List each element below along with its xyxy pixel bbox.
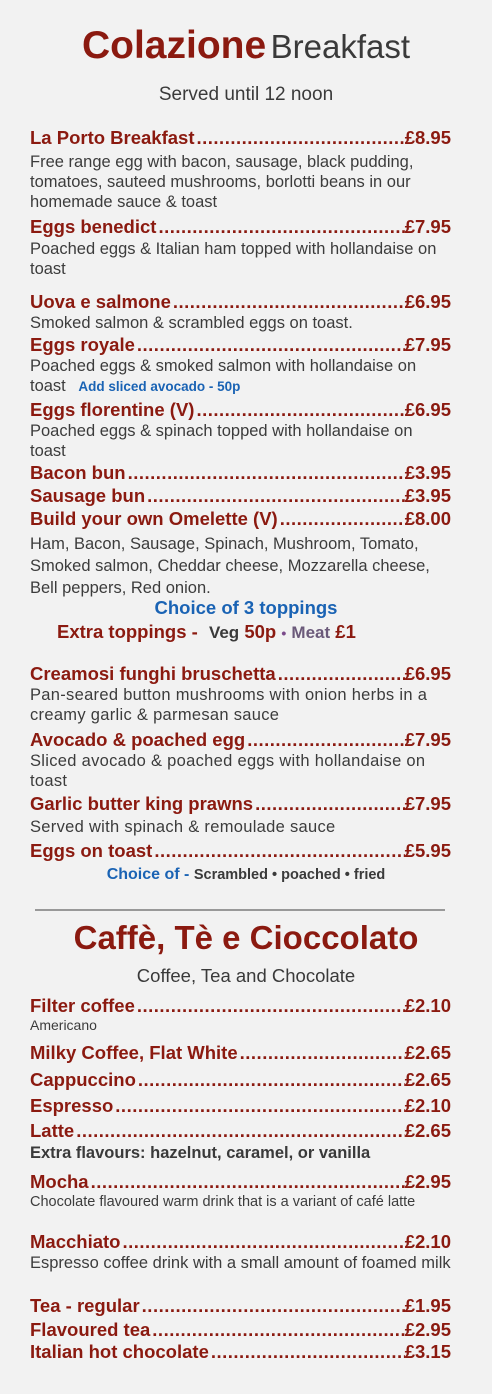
item-title xyxy=(30,995,451,1017)
menu-item xyxy=(30,1120,451,1142)
dot-leader xyxy=(126,462,405,484)
item-price: £2.65 xyxy=(404,1069,451,1090)
choice-of-label: Choice of - xyxy=(106,866,190,883)
item-price: £5.95 xyxy=(404,840,451,861)
item-description: Ham, Bacon, Sausage, Spinach, Mushroom, Tomato, Smoked salmon, Cheddar cheese, Mozzarella cheese, Bell peppers, Red onion. xyxy=(30,535,430,597)
dot-leader xyxy=(245,729,405,751)
menu-item xyxy=(30,1095,451,1117)
item-title xyxy=(30,1171,451,1193)
item-price: £1.95 xyxy=(404,1295,451,1316)
item-title xyxy=(30,840,451,862)
toppings-choice: Choice of 3 toppings xyxy=(154,597,338,618)
item-name: Macchiato xyxy=(30,1231,121,1252)
item-name: Eggs florentine (V) xyxy=(30,399,195,420)
menu-item xyxy=(30,334,451,397)
extra-meat-price: £1 xyxy=(335,621,356,642)
item-name: Flavoured tea xyxy=(30,1319,151,1340)
item-name: Build your own Omelette (V) xyxy=(30,508,278,529)
item-description-text: Poached eggs & smoked salmon with hollandaise on toast xyxy=(30,357,417,395)
item-name: La Porto Breakfast xyxy=(30,127,195,148)
breakfast-subtitle: Served until 12 noon xyxy=(158,84,334,105)
dot-leader xyxy=(150,1319,404,1341)
dot-leader xyxy=(171,291,405,313)
item-title xyxy=(30,485,451,507)
dot-leader xyxy=(135,995,405,1017)
menu-item xyxy=(30,729,451,791)
dot-leader xyxy=(194,399,404,421)
dot-leader xyxy=(238,1042,405,1064)
menu-item xyxy=(30,291,451,333)
menu-item xyxy=(30,1341,451,1363)
menu-item xyxy=(30,1295,451,1317)
item-title xyxy=(30,1319,451,1341)
item-price: £2.10 xyxy=(404,995,451,1016)
item-description: Chocolate flavoured warm drink that is a variant of café latte xyxy=(30,1194,416,1210)
dot-leader xyxy=(276,663,405,685)
item-title xyxy=(30,216,451,238)
extra-meat-label: Meat xyxy=(291,623,331,642)
item-title xyxy=(30,1231,451,1253)
item-title xyxy=(30,1095,451,1117)
item-title xyxy=(30,729,451,751)
menu-item xyxy=(30,1319,451,1341)
menu-item xyxy=(30,462,451,484)
menu-item xyxy=(30,1231,451,1273)
dot-leader xyxy=(195,127,405,149)
item-title xyxy=(30,291,451,313)
menu-item xyxy=(30,793,451,837)
item-description: Americano xyxy=(30,1017,97,1033)
item-price: £6.95 xyxy=(404,291,451,312)
item-description: Espresso coffee drink with a small amount of foamed milk xyxy=(30,1254,451,1272)
menu-item xyxy=(30,1171,451,1211)
dot-leader xyxy=(253,793,405,815)
dot-leader xyxy=(156,216,404,238)
item-description: Sliced avocado & poached eggs with hollandaise on toast xyxy=(30,752,426,790)
item-name: Eggs benedict xyxy=(30,216,157,237)
item-price: £8.00 xyxy=(404,508,451,529)
item-name: Eggs on toast xyxy=(30,840,153,861)
item-name: Eggs royale xyxy=(30,334,135,355)
item-title xyxy=(30,663,451,685)
dot-leader xyxy=(120,1231,404,1253)
menu-item xyxy=(30,127,451,212)
item-price: £3.95 xyxy=(404,462,451,483)
section-divider xyxy=(35,909,445,911)
item-name: Sausage bun xyxy=(30,485,146,506)
item-description: Free range egg with bacon, sausage, black pudding, tomatoes, sauteed mushrooms, borlotti beans in our homemade sauce & toast xyxy=(30,153,414,211)
menu-item xyxy=(30,1069,451,1091)
item-title xyxy=(30,399,451,421)
item-title xyxy=(30,508,451,530)
item-title xyxy=(30,793,451,815)
item-name: Milky Coffee, Flat White xyxy=(30,1042,238,1063)
item-price: £2.65 xyxy=(404,1042,451,1063)
item-description xyxy=(30,356,451,397)
item-price: £2.65 xyxy=(404,1120,451,1141)
item-title xyxy=(30,1069,451,1091)
item-title xyxy=(30,1120,451,1142)
item-name: Uova e salmone xyxy=(30,291,171,312)
drinks-subtitle: Coffee, Tea and Chocolate xyxy=(136,965,356,986)
item-title xyxy=(30,127,451,149)
dot-leader xyxy=(136,1069,405,1091)
item-name: Espresso xyxy=(30,1095,114,1116)
menu-item xyxy=(30,216,451,279)
choice-of-options: Scrambled • poached • fried xyxy=(193,867,386,883)
item-price: £2.10 xyxy=(404,1231,451,1252)
item-title xyxy=(30,1042,451,1064)
item-title xyxy=(30,334,451,356)
item-name: Cappuccino xyxy=(30,1069,136,1090)
item-name: Avocado & poached egg xyxy=(30,729,246,750)
breakfast-title: Colazione xyxy=(81,24,267,67)
menu-item xyxy=(30,995,451,1034)
dot-leader xyxy=(113,1095,404,1117)
breakfast-title-en: Breakfast xyxy=(270,28,411,65)
item-price: £3.95 xyxy=(404,485,451,506)
dot-leader xyxy=(135,334,405,356)
extra-flavours: Extra flavours: hazelnut, caramel, or vanilla xyxy=(30,1144,371,1162)
item-name: Creamosi funghi bruschetta xyxy=(30,663,276,684)
item-name: Garlic butter king prawns xyxy=(30,793,254,814)
dot-leader xyxy=(89,1171,405,1193)
item-description: Pan-seared button mushrooms with onion herbs in a creamy garlic & parmesan sauce xyxy=(30,686,428,724)
item-description: Smoked salmon & scrambled eggs on toast. xyxy=(30,314,353,332)
item-price: £8.95 xyxy=(404,127,451,148)
item-price: £2.95 xyxy=(404,1171,451,1192)
dot-leader xyxy=(145,485,405,507)
avocado-addon-note: Add sliced avocado - 50p xyxy=(78,379,241,394)
item-price: £7.95 xyxy=(404,216,451,237)
menu-item xyxy=(30,1042,451,1064)
dot-leader xyxy=(278,508,405,530)
item-title xyxy=(30,462,451,484)
choice-of-egg xyxy=(0,866,492,884)
breakfast-header xyxy=(0,24,492,68)
dot-leader xyxy=(209,1341,405,1363)
menu-item xyxy=(30,840,451,862)
item-price: £2.95 xyxy=(404,1319,451,1340)
item-name: Filter coffee xyxy=(30,995,135,1016)
menu-item xyxy=(30,508,451,599)
item-description: Poached eggs & Italian ham topped with hollandaise on toast xyxy=(30,240,437,278)
drinks-title: Caffè, Tè e Cioccolato xyxy=(73,919,419,956)
item-price: £6.95 xyxy=(404,663,451,684)
item-description: Served with spinach & remoulade sauce xyxy=(30,818,336,836)
menu-item xyxy=(30,485,451,507)
extra-separator: • xyxy=(281,625,287,641)
item-name: Bacon bun xyxy=(30,462,126,483)
item-name: Italian hot chocolate xyxy=(30,1341,209,1362)
item-price: £3.15 xyxy=(404,1341,451,1362)
item-price: £7.95 xyxy=(404,334,451,355)
item-price: £6.95 xyxy=(404,399,451,420)
item-name: Tea - regular xyxy=(30,1295,140,1316)
item-description: Poached eggs & spinach topped with hollandaise on toast xyxy=(30,422,413,460)
extra-veg-price: 50p xyxy=(244,621,277,642)
item-price: £7.95 xyxy=(404,793,451,814)
item-price: £2.10 xyxy=(404,1095,451,1116)
dot-leader xyxy=(152,840,404,862)
item-price: £7.95 xyxy=(404,729,451,750)
item-name: Latte xyxy=(30,1120,75,1141)
dot-leader xyxy=(74,1120,405,1142)
item-title xyxy=(30,1295,451,1317)
dot-leader xyxy=(140,1295,405,1317)
extra-toppings-label: Extra toppings - xyxy=(57,621,198,642)
menu-item xyxy=(30,663,451,725)
extra-toppings xyxy=(57,621,356,643)
menu-item xyxy=(30,399,451,461)
item-title xyxy=(30,1341,451,1363)
item-name: Mocha xyxy=(30,1171,89,1192)
extra-veg-label: Veg xyxy=(208,623,240,642)
